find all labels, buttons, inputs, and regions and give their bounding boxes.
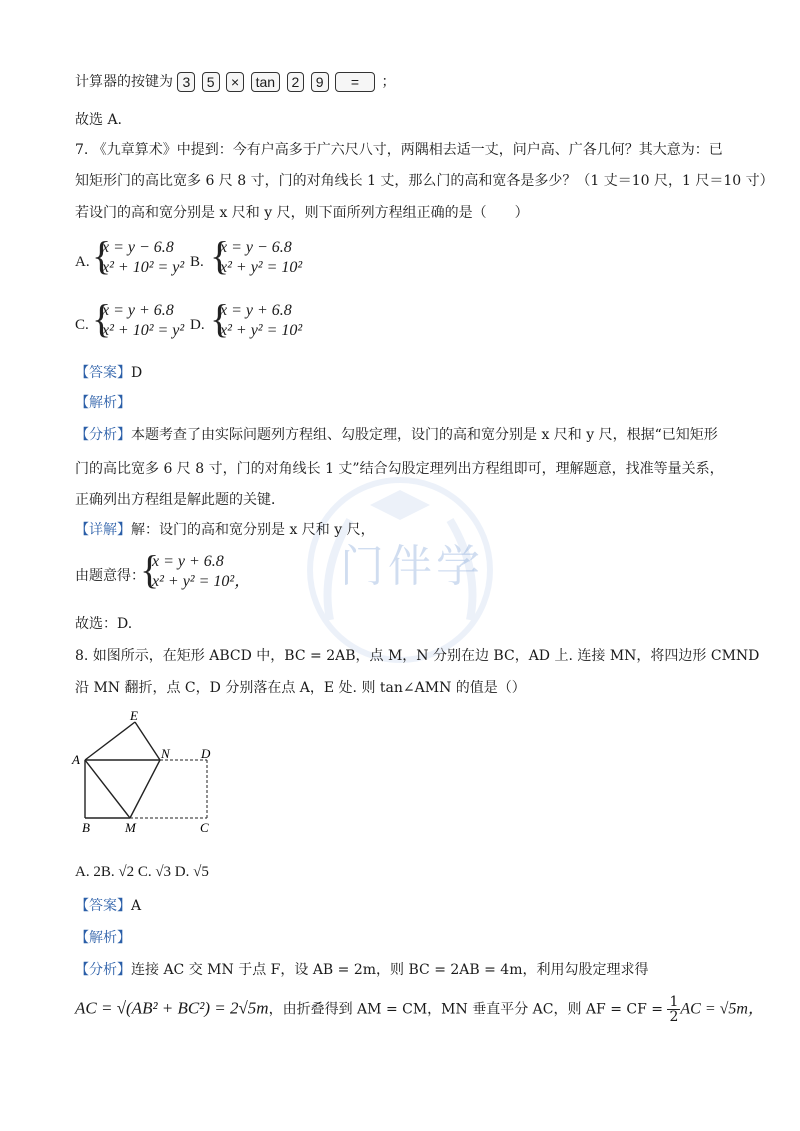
q7-option-b-eq2: x² + y² = 10²: [220, 259, 303, 276]
q7-tiyi-label: 由题意得：: [75, 568, 145, 584]
q7-option-b-brace: {: [210, 233, 230, 278]
calc-key-9: 9: [311, 72, 329, 92]
q8-fenxi-text-1: 连接 AC 交 MN 于点 F，设 AB = 2m，则 BC = 2AB = 4m，利用勾股定理求得: [131, 962, 649, 978]
q7-solution-eq1: x = y + 6.8: [152, 553, 224, 570]
q7-select: 故选：D.: [75, 616, 133, 632]
q7-fenxi-line-1: [75, 425, 718, 445]
q8-fraction-half: $\frac{1}{2}$: [669, 994, 679, 1025]
q7-option-b-label: B.: [190, 254, 204, 270]
q8-fenxi-line-2: [75, 995, 764, 1024]
calc-key-5: 5: [202, 72, 220, 92]
q8-choices: A. 2B. √2 C. √3 D. √5: [75, 864, 209, 880]
calc-key-tan: tan: [251, 72, 280, 92]
calc-key-equals: =: [335, 72, 375, 92]
q7-option-a-eq1: x = y − 6.8: [102, 239, 174, 256]
q7-fenxi-line-3: 正确列出方程组是解此题的关键．: [75, 492, 285, 508]
q7-option-a-eq2: x² + 10² = y²: [102, 259, 185, 276]
calc-key-3: 3: [177, 72, 195, 92]
q7-option-d-label: D.: [190, 317, 205, 333]
q7-fenxi-text-1: 本题考查了由实际问题列方程组、勾股定理，设门的高和宽分别是 x 尺和 y 尺，根据“已知矩形: [131, 427, 718, 443]
q8-answer-tag: 【答案】: [75, 898, 131, 914]
q7-option-c-eq2: x² + 10² = y²: [102, 322, 185, 339]
q7-answer-line: [75, 363, 142, 383]
q7-solution-brace: {: [140, 547, 160, 592]
label-b: B: [82, 820, 90, 835]
q8-fenxi-line-1: [75, 960, 649, 980]
calc-key-times: ×: [226, 72, 244, 92]
q8-ac-formula: AC = √(AB² + BC²) = 2√5m: [75, 998, 269, 1018]
q7-xiangjie-tag: 【详解】: [75, 522, 131, 538]
q7-option-c-eq1: x = y + 6.8: [102, 302, 174, 319]
q7-option-c-system: [102, 301, 184, 341]
label-m: M: [125, 820, 136, 835]
q7-answer-tag: 【答案】: [75, 365, 131, 381]
q7-fenxi-tag: 【分析】: [75, 427, 131, 443]
label-d: D: [201, 746, 211, 761]
q7-solution-system: [152, 552, 250, 592]
q8-fenxi-text-2c: AC = √5m，: [680, 1000, 764, 1018]
label-a: A: [72, 752, 80, 767]
q8-analysis-tag: 【解析】: [75, 930, 131, 946]
q7-option-d-brace: {: [210, 296, 230, 341]
q7-xiangjie-line: [75, 520, 375, 540]
calc-key-2: 2: [287, 72, 305, 92]
q7-option-a-brace: {: [92, 233, 112, 278]
prev-select: 故选 A.: [75, 112, 123, 128]
q7-option-d-eq1: x = y + 6.8: [220, 302, 292, 319]
q7-option-d-system: [220, 301, 302, 341]
q7-text-line-2: 知矩形门的高比宽多 6 尺 8 寸，门的对角线长 1 丈，那么门的高和宽各是多少？（1 丈＝10 尺，1 尺＝10 寸）: [75, 173, 774, 189]
q7-analysis-tag: 【解析】: [75, 395, 131, 411]
q8-text-line-2: 沿 MN 翻折，点 C，D 分别落在点 A，E 处. 则 tan∠AMN 的值是（）: [75, 680, 526, 696]
q7-solution-eq2: x² + y² = 10²，: [152, 573, 251, 590]
q8-geometry-figure: [70, 708, 220, 838]
q7-answer: D: [131, 365, 143, 381]
q7-option-a-system: [102, 238, 184, 278]
label-e: E: [130, 708, 138, 723]
q7-option-b-system: [220, 238, 302, 278]
q7-option-c-label: C.: [75, 317, 89, 333]
q8-fenxi-tag: 【分析】: [75, 962, 131, 978]
q7-text-line-1: 7. 《九章算术》中提到：今有户高多于广六尺八寸，两隅相去适一丈，问户高、广各几何？其大意为：已: [75, 142, 723, 158]
calculator-keys-line: [75, 72, 395, 92]
label-c: C: [200, 820, 209, 835]
q8-answer-line: [75, 896, 141, 916]
q7-option-b-eq1: x = y − 6.8: [220, 239, 292, 256]
label-n: N: [161, 746, 170, 761]
q7-option-c-brace: {: [92, 296, 112, 341]
calc-suffix: ；: [381, 74, 396, 90]
q8-fenxi-text-2b: ，由折叠得到 AM = CM，MN 垂直平分 AC，则 AF = CF =: [268, 1001, 663, 1018]
q8-answer: A: [131, 898, 142, 914]
watermark-text: 门伴学: [340, 541, 484, 592]
calc-prefix: 计算器的按键为: [75, 74, 173, 90]
q8-text-line-1: 8. 如图所示，在矩形 ABCD 中，BC = 2AB，点 M，N 分别在边 BC，AD 上. 连接 MN，将四边形 CMND: [75, 648, 760, 664]
q7-text-line-3: 若设门的高和宽分别是 x 尺和 y 尺，则下面所列方程组正确的是（ ）: [75, 205, 529, 221]
q7-fenxi-line-2: 门的高比宽多 6 尺 8 寸，门的对角线长 1 丈”结合勾股定理列出方程组即可，理解题意，找准等量关系，: [75, 461, 724, 477]
q7-xiangjie-text: 解：设门的高和宽分别是 x 尺和 y 尺，: [131, 522, 375, 538]
q7-option-d-eq2: x² + y² = 10²: [220, 322, 303, 339]
q7-option-a-label: A.: [75, 254, 90, 270]
